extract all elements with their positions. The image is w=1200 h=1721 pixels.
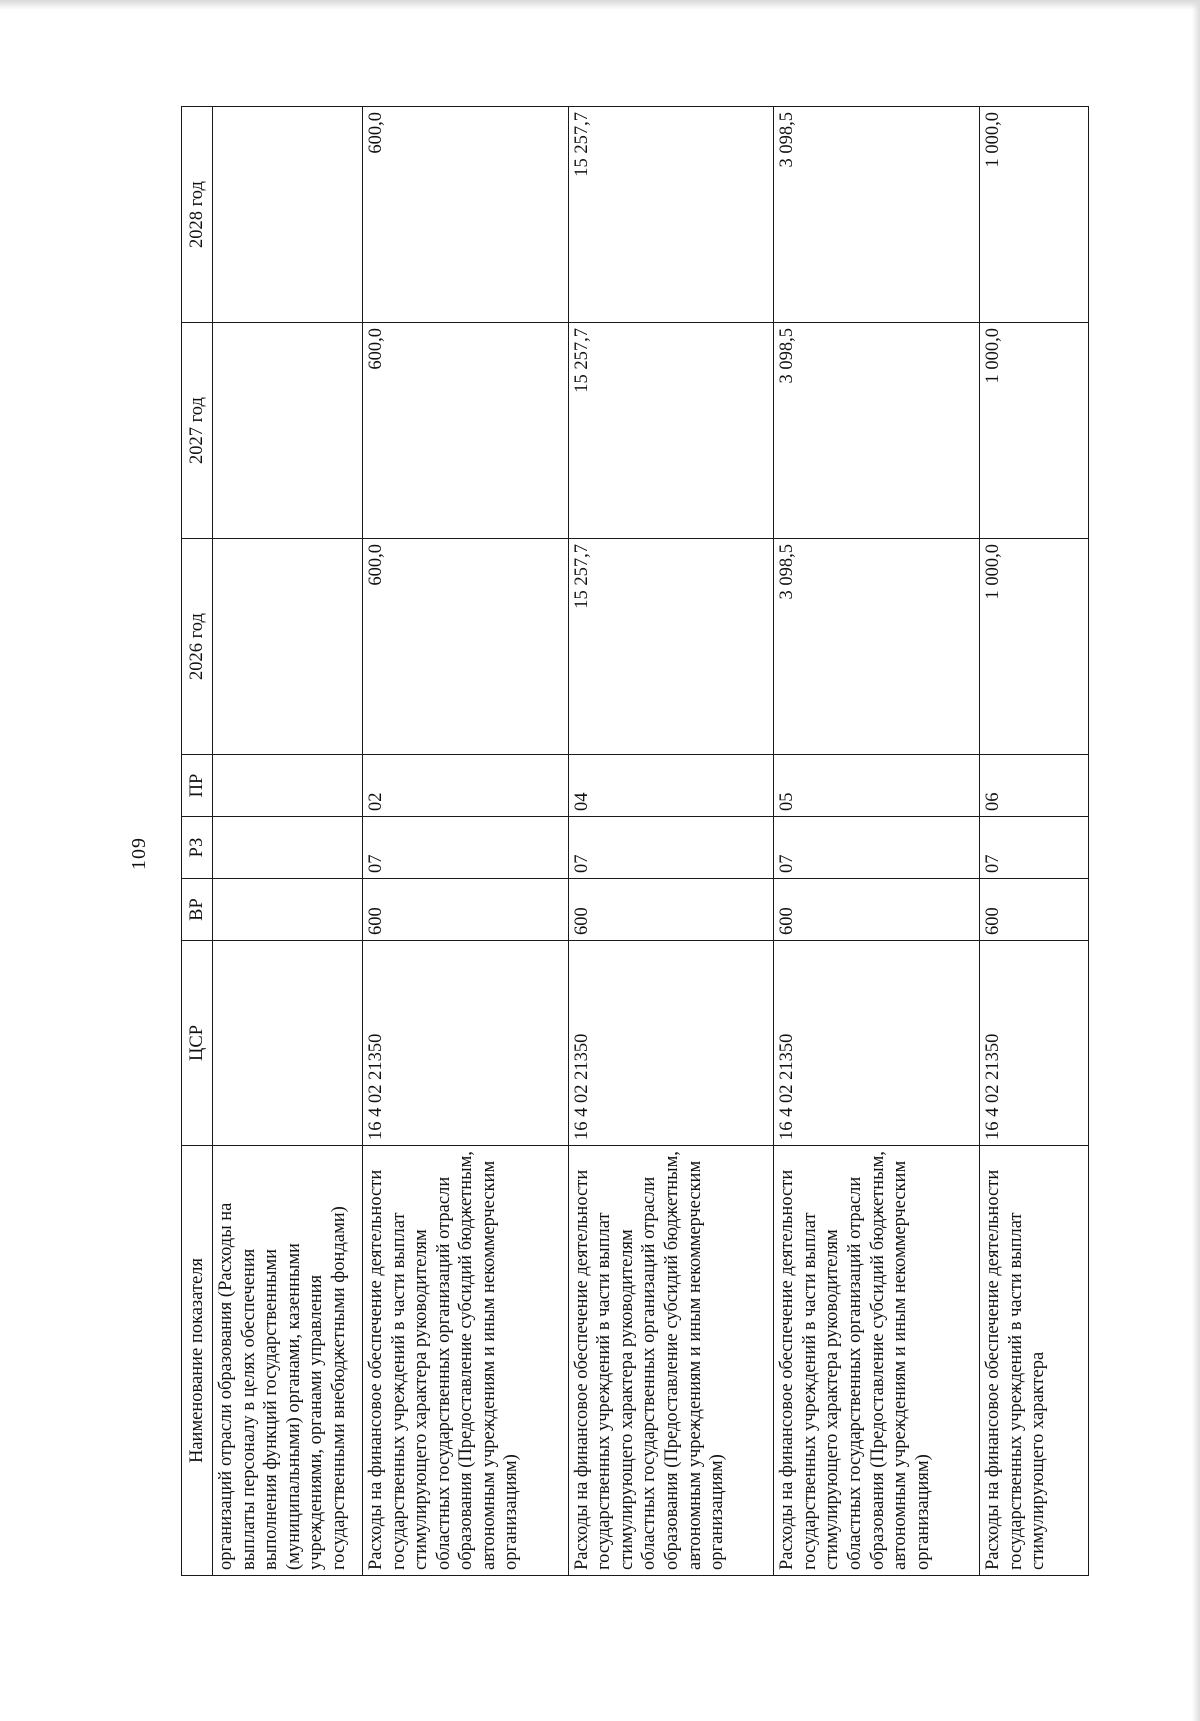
- row-2028: 15 257,7: [568, 107, 774, 323]
- row-pr: 06: [979, 755, 1088, 817]
- row-2028: 3 098,5: [774, 107, 980, 323]
- row-vr: 600: [568, 879, 774, 941]
- row-rz: 07: [774, 817, 980, 879]
- row-vr: [213, 879, 363, 941]
- header-vr: ВР: [182, 879, 213, 941]
- row-rz: [213, 817, 363, 879]
- row-csr: [213, 941, 363, 1146]
- table-row: [568, 107, 774, 1576]
- table-row: [774, 107, 980, 1576]
- header-2026: 2026 год: [182, 539, 213, 755]
- row-csr: 16 4 02 21350: [363, 941, 569, 1146]
- row-2027: 1 000,0: [979, 323, 1088, 539]
- row-pr: 02: [363, 755, 569, 817]
- row-name: организаций отрасли образования (Расходы на выплаты персоналу в целях обеспечения выполнения функций государственными (муниципальными) органами, казенными учреждениями, органами управления государственными внебюджетными фондами): [213, 1146, 363, 1576]
- row-2027: [213, 323, 363, 539]
- header-csr: ЦСР: [182, 941, 213, 1146]
- row-2026: 3 098,5: [774, 539, 980, 755]
- row-pr: 05: [774, 755, 980, 817]
- table-row: [363, 107, 569, 1576]
- row-csr: 16 4 02 21350: [568, 941, 774, 1146]
- row-vr: 600: [363, 879, 569, 941]
- header-2028: 2028 год: [182, 107, 213, 323]
- row-rz: 07: [363, 817, 569, 879]
- header-row: [182, 107, 213, 1576]
- row-2027: 600,0: [363, 323, 569, 539]
- row-name: Расходы на финансовое обеспечение деятельности государственных учреждений в части выплат стимулирующего характера руководителям областных государственных организаций отрасли образования (Предоставление субсидий бюджетным, автономным учреждениям и иным некоммерческим организациям): [363, 1146, 569, 1576]
- header-name: Наименование показателя: [182, 1146, 213, 1576]
- row-2027: 3 098,5: [774, 323, 980, 539]
- row-vr: 600: [774, 879, 980, 941]
- row-pr: 04: [568, 755, 774, 817]
- row-2026: 600,0: [363, 539, 569, 755]
- table-row: [979, 107, 1088, 1576]
- row-name: Расходы на финансовое обеспечение деятельности государственных учреждений в части выплат стимулирующего характера руководителям областных государственных организаций отрасли образования (Предоставление субсидий бюджетным, автономным учреждениям и иным некоммерческим организациям): [774, 1146, 980, 1576]
- row-rz: 07: [979, 817, 1088, 879]
- header-2027: 2027 год: [182, 323, 213, 539]
- row-vr: 600: [979, 879, 1088, 941]
- header-pr: ПР: [182, 755, 213, 817]
- row-2026: [213, 539, 363, 755]
- row-rz: 07: [568, 817, 774, 879]
- row-2028: 1 000,0: [979, 107, 1088, 323]
- row-2027: 15 257,7: [568, 323, 774, 539]
- scan-edge-top: [0, 0, 1200, 10]
- row-csr: 16 4 02 21350: [979, 941, 1088, 1146]
- budget-table-rotated: [181, 106, 1089, 1576]
- header-rz: РЗ: [182, 817, 213, 879]
- row-2026: 1 000,0: [979, 539, 1088, 755]
- budget-table: [181, 106, 1089, 1576]
- row-2028: 600,0: [363, 107, 569, 323]
- page-number: 109: [128, 837, 150, 870]
- scan-edge-right: [1192, 0, 1200, 1721]
- row-pr: [213, 755, 363, 817]
- table-row: [213, 107, 363, 1576]
- row-2028: [213, 107, 363, 323]
- row-name: Расходы на финансовое обеспечение деятельности государственных учреждений в части выплат стимулирующего характера: [979, 1146, 1088, 1576]
- row-2026: 15 257,7: [568, 539, 774, 755]
- row-csr: 16 4 02 21350: [774, 941, 980, 1146]
- row-name: Расходы на финансовое обеспечение деятельности государственных учреждений в части выплат стимулирующего характера руководителям областных государственных организаций отрасли образования (Предоставление субсидий бюджетным, автономным учреждениям и иным некоммерческим организациям): [568, 1146, 774, 1576]
